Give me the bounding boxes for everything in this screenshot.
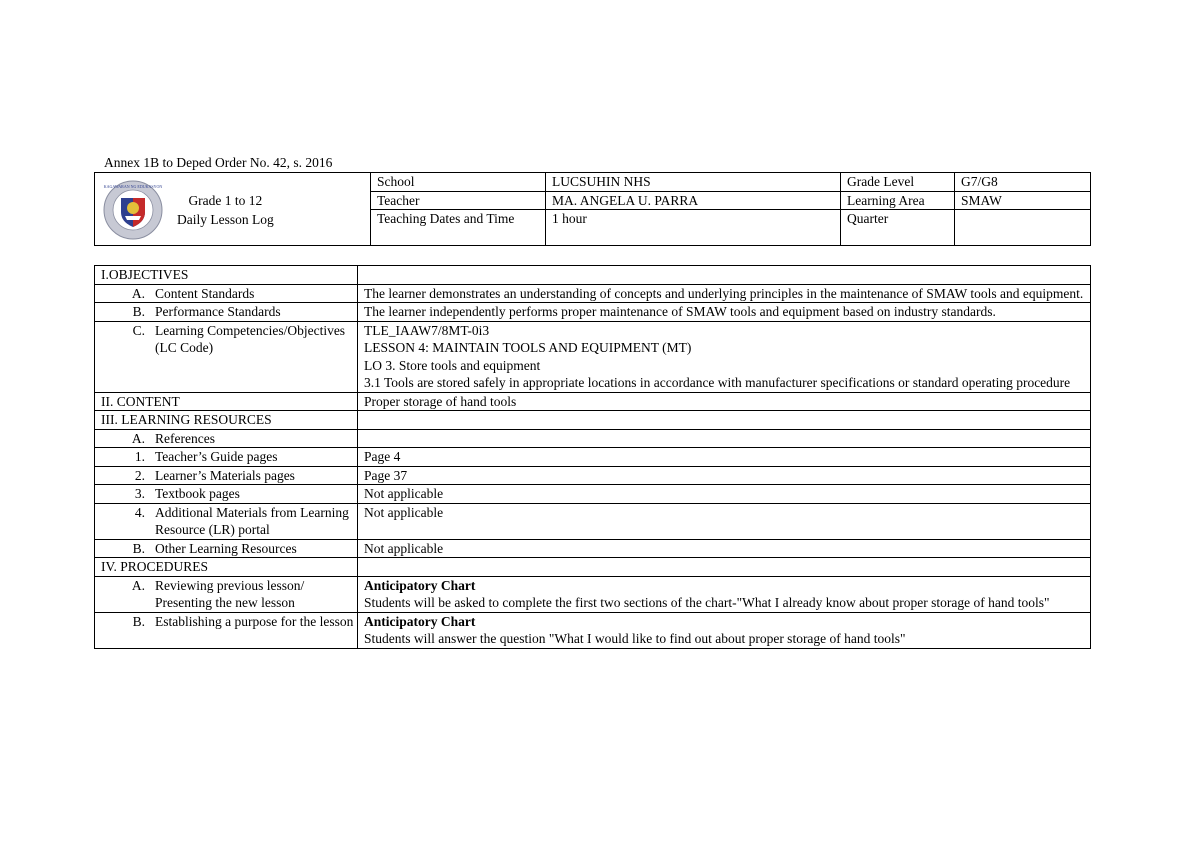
references-blank <box>358 429 1091 448</box>
lc-code: TLE_IAAW7/8MT-0i3 <box>364 322 490 338</box>
deped-seal-logo <box>103 180 163 240</box>
procedures-heading: IV. PROCEDURES <box>95 558 358 577</box>
table-row <box>95 411 1091 430</box>
resource-value: Not applicable <box>358 485 1091 504</box>
resource-label: Learner’s Materials pages <box>155 467 295 483</box>
table-row <box>95 539 1091 558</box>
resource-value: Page 37 <box>358 466 1091 485</box>
lc-num: C. <box>132 322 145 338</box>
table-row <box>95 503 1091 539</box>
school-value: LUCSUHIN NHS <box>546 173 841 192</box>
table-row <box>95 321 1091 392</box>
procedure-a-text: Students will be asked to complete the first two sections of the chart-"What I already know about proper storage of hand tools" <box>364 595 1050 610</box>
resource-label: Additional Materials from Learning Resource (LR) portal <box>155 504 349 537</box>
teacher-label: Teacher <box>371 191 546 210</box>
procedure-a-label: Reviewing previous lesson/ Presenting the new lesson <box>155 577 305 610</box>
resource-num: 4. <box>134 504 145 520</box>
table-row <box>95 485 1091 504</box>
table-row <box>95 284 1091 303</box>
title-line1: Grade 1 to 12 <box>188 193 263 208</box>
content-standards-value: The learner demonstrates an understanding of concepts and underlying principles in the maintenance of SMAW tools and equipment. <box>358 284 1091 303</box>
procedures-blank <box>358 558 1091 577</box>
content-standards-label: Content Standards <box>155 285 255 301</box>
other-resources-num: B. <box>132 540 145 556</box>
table-row <box>95 303 1091 322</box>
learning-area-value: SMAW <box>955 191 1091 210</box>
table-row <box>95 429 1091 448</box>
resources-blank <box>358 411 1091 430</box>
lc-criterion: 3.1 Tools are stored safely in appropriate locations in accordance with manufacturer specifications or standard operating procedure <box>364 375 1071 390</box>
resource-label: Teacher’s Guide pages <box>155 449 278 464</box>
table-row <box>95 576 1091 612</box>
quarter-value <box>955 210 1091 246</box>
learning-area-label: Learning Area <box>841 191 955 210</box>
procedure-b-title: Anticipatory Chart <box>364 613 476 629</box>
table-row <box>95 448 1091 467</box>
quarter-label: Quarter <box>841 210 955 246</box>
lc-value <box>358 321 1091 392</box>
resources-heading: III. LEARNING RESOURCES <box>95 411 358 430</box>
school-label: School <box>371 173 546 192</box>
procedure-a-title: Anticipatory Chart <box>364 577 476 593</box>
objectives-heading: I.OBJECTIVES <box>95 266 358 285</box>
table-row <box>95 612 1091 648</box>
logo-cell <box>95 173 371 246</box>
content-standards-num: A. <box>131 285 145 301</box>
title-line2: Daily Lesson Log <box>177 212 274 227</box>
lesson-log-table <box>94 265 1091 649</box>
grade-level-label: Grade Level <box>841 173 955 192</box>
dates-value: 1 hour <box>546 210 841 246</box>
resource-label: Textbook pages <box>155 486 240 501</box>
teacher-value: MA. ANGELA U. PARRA <box>546 191 841 210</box>
table-row <box>95 266 1091 285</box>
resource-num: 2. <box>134 467 145 483</box>
resource-num: 3. <box>134 486 145 501</box>
svg-text:KAGAWARAN NG EDUKASYON: KAGAWARAN NG EDUKASYON <box>103 184 163 189</box>
resource-value: Not applicable <box>358 503 1091 539</box>
references-num: A. <box>131 430 145 446</box>
references-label: References <box>155 430 215 446</box>
content-heading: II. CONTENT <box>95 392 358 411</box>
table-row <box>95 392 1091 411</box>
procedure-b-label: Establishing a purpose for the lesson <box>155 613 354 629</box>
table-row <box>95 466 1091 485</box>
content-value: Proper storage of hand tools <box>358 392 1091 411</box>
procedure-a-num: A. <box>131 577 145 593</box>
procedure-b-text: Students will answer the question "What I would like to find out about proper storage of hand tools" <box>364 631 906 646</box>
performance-standards-value: The learner independently performs proper maintenance of SMAW tools and equipment based on industry standards. <box>358 303 1091 322</box>
procedure-b-num: B. <box>132 613 145 629</box>
performance-standards-num: B. <box>132 304 145 319</box>
other-resources-label: Other Learning Resources <box>155 540 297 556</box>
annex-reference: Annex 1B to Deped Order No. 42, s. 2016 <box>104 155 333 170</box>
table-row <box>95 558 1091 577</box>
lc-lesson: LESSON 4: MAINTAIN TOOLS AND EQUIPMENT (MT) <box>364 340 692 355</box>
resource-num: 1. <box>134 449 145 464</box>
objectives-blank <box>358 266 1091 285</box>
resource-value: Page 4 <box>358 448 1091 467</box>
lc-lo: LO 3. Store tools and equipment <box>364 357 541 373</box>
grade-level-value: G7/G8 <box>955 173 1091 192</box>
header-table <box>94 172 1091 246</box>
lc-label: Learning Competencies/Objectives (LC Code) <box>155 322 346 355</box>
dates-label: Teaching Dates and Time <box>371 210 546 246</box>
performance-standards-label: Performance Standards <box>155 304 281 319</box>
other-resources-value: Not applicable <box>358 539 1091 558</box>
